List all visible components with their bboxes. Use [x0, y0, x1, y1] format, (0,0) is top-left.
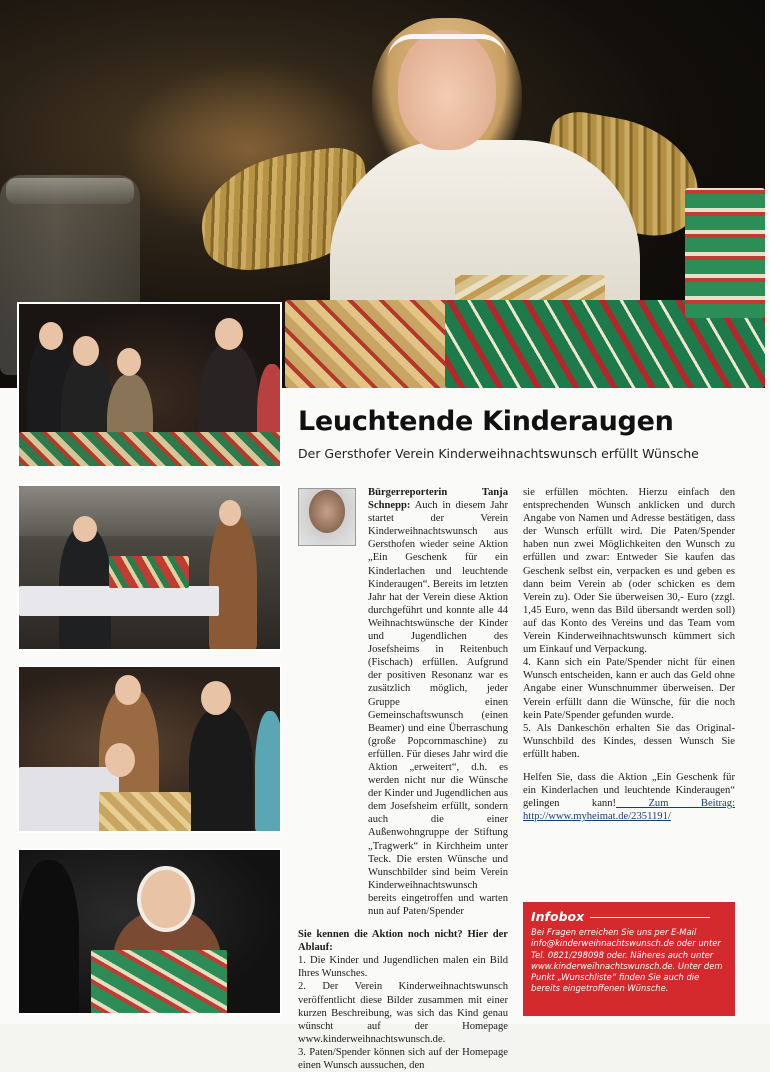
- infobox-text: Bei Fragen erreichen Sie uns per E-Mail info@kinderweihnachtswunsch.de oder unter Tel. 0821/298098 oder. Näheres auch unter www.kinderweihnachtswunsch.de. Unter dem Punkt „Wunschliste“ finden Sie auch die bereits eingetroffenen Wünsche.: [531, 927, 723, 994]
- gift-table: [19, 432, 282, 468]
- face: [215, 318, 243, 350]
- face: [73, 336, 99, 366]
- author-label: Bürgerreporterin Tanja Schnepp:: [368, 487, 508, 512]
- person: [19, 860, 79, 1015]
- photo-gift-stand: [17, 484, 282, 651]
- face: [117, 348, 141, 376]
- face: [115, 675, 141, 705]
- gift-package: [685, 188, 765, 318]
- glass-jar-rim: [6, 178, 134, 204]
- article-intro: [368, 486, 508, 918]
- face: [201, 681, 231, 715]
- gift-package: [99, 792, 191, 832]
- closing-paragraph: [523, 771, 735, 823]
- infobox-title-rule: [590, 917, 710, 918]
- face: [219, 500, 241, 526]
- step-1: 1. Die Kinder und Jugendlichen malen ein Bild Ihres Wunsches.: [298, 955, 508, 980]
- step-5: 5. Als Dankeschön erhalten Sie das Original-Wunschbild des Kindes, dessen Wunsch Sie erfüllt haben.: [523, 722, 735, 760]
- article-column-2: [523, 486, 735, 823]
- closing-text: Helfen Sie, dass die Aktion „Ein Geschenk für ein Kinderlachen und leuchtende Kinderaugen“ gelingen kann!: [523, 771, 735, 810]
- article-link[interactable]: Zum Beitrag: http://www.myheimat.de/2351191/: [523, 798, 736, 823]
- face: [73, 516, 97, 542]
- article-headline: Leuchtende Kinderaugen: [298, 406, 674, 437]
- face: [105, 743, 135, 777]
- photo-children-group: [17, 302, 282, 468]
- intro-text: Auch in diesem Jahr startet der Verein Kinderweihnachtswunsch aus Gersthofen wieder seine Aktion „Ein Geschenk für ein Kinderlachen und leuchtende Kinderaugen“. Bereits im letzten Jahr hat der Verein diese Aktion durchgeführt und konnte alle 44 Weihnachtswünsche der Kinder und Jugendlichen des Josefsheims in Reitenbuch (Fischach) erfüllen. Aufgrund der positiven Resonanz war es zusätzlich möglich, jeder Gruppe einen Gemeinschaftswunsch (einen Beamer) und eine Überraschung (große Popcornmaschine) zu erfüllen. Für dieses Jahr wird die Aktion „erweitert“, d.h. es werden nicht nur die Wünsche der Kinder und Jugendlichen aus dem Josefsheim erfüllt, sondern auch die einer Außenwohngruppe der Stiftung „Tragwerk“ in Kirchheim unter Teck. Die ersten Wünsche und Wunschbilder sind beim Verein Kinderweihnachtswunsch bereits eingetroffen und warten nun auf Paten/Spender: [368, 500, 508, 917]
- gifts: [109, 556, 189, 588]
- infobox-title: [531, 909, 727, 924]
- step-3: 3. Paten/Spender können sich auf der Homepage einen Wunsch aussuchen, den: [298, 1046, 508, 1072]
- girl-headband: [388, 34, 506, 59]
- gift-package: [91, 950, 227, 1015]
- face: [39, 322, 63, 350]
- person: [255, 711, 282, 833]
- table-cloth: [19, 586, 219, 616]
- step-3-continued: sie erfüllen möchten. Hierzu einfach den entsprechenden Wunsch anklicken und durch Angabe von Namen und Adresse bestätigen, dass der Wunsch erfüllt wird. Die Paten/Spender haben nun zwei Möglichkeiten den Wunsch zu erfüllen und zwar: Entweder Sie kaufen das Geschenk selbst ein, verpacken es und geben es dann beim Verein ab (oder schicken es dem Verein zu). Oder Sie überweisen 30,- Euro (zzgl. 1,45 Euro, wenn das Bild übersandt werden soll) auf das Konto des Vereins und das Team vom Verein Kinderweihnachtswunsch kümmert sich um Einkauf und Verpackung.: [523, 487, 735, 656]
- article-subhead: Der Gersthofer Verein Kinderweihnachtswunsch erfüllt Wünsche: [298, 446, 699, 461]
- step-4: 4. Kann sich ein Pate/Spender nicht für einen Wunsch entscheiden, kann er auch das Geld ohne Angabe einer Wunschnummer überweisen. Der Verein erfüllt dann die Wünsche, für die noch kein Pate/Spender gefunden wurde.: [523, 657, 735, 721]
- gift-package: [285, 300, 465, 388]
- photo-girl-with-gift: [17, 665, 282, 833]
- person: [189, 707, 253, 833]
- step-2: 2. Der Verein Kinderweihnachtswunsch veröffentlicht diese Bilder zusammen mit einer kurzen Beschreibung, was sich das Kind genau wünscht auf der Homepage www.kinderweihnachtswunsch.de.: [298, 981, 508, 1045]
- infobox-title-text: Infobox: [531, 909, 585, 924]
- photo-child-with-gift: [17, 848, 282, 1015]
- face: [137, 866, 195, 932]
- article-column-1: [298, 486, 508, 1072]
- infobox: [523, 902, 735, 1016]
- person: [209, 514, 257, 651]
- process-question: Sie kennen die Aktion noch nicht? Hier der Ablauf:: [298, 929, 508, 954]
